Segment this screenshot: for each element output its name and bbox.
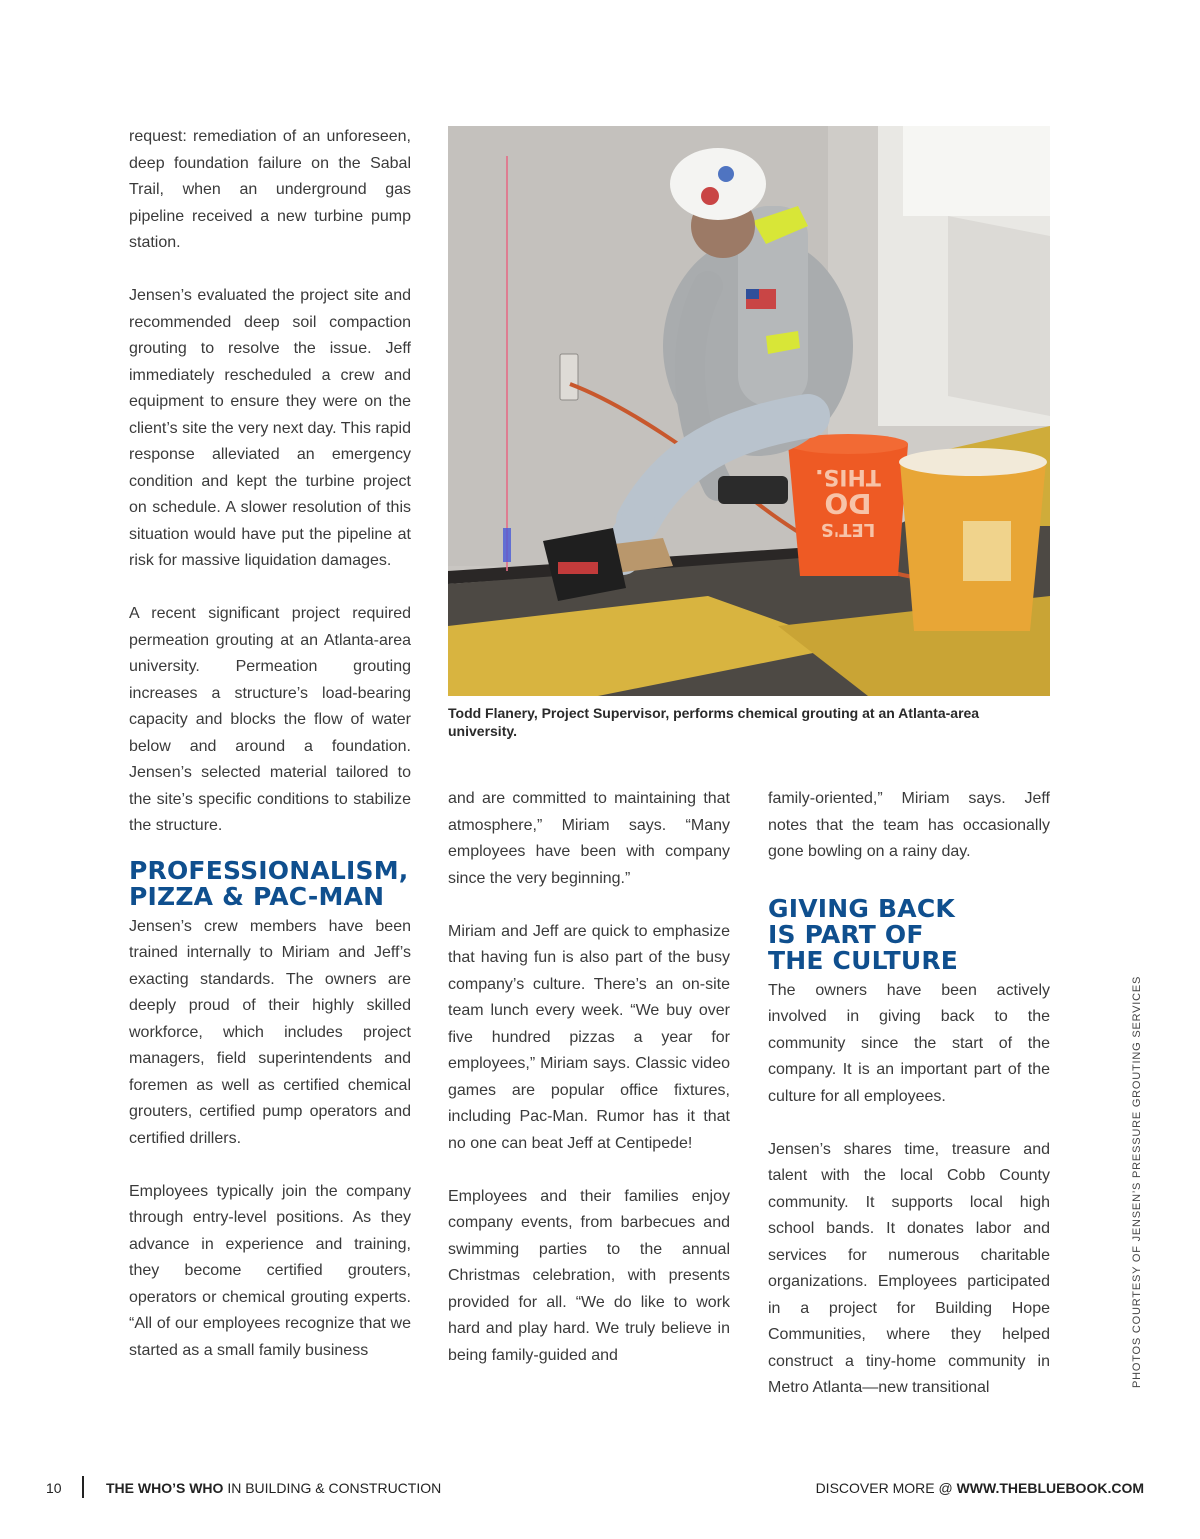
body-paragraph: A recent significant project required permeation grouting at an Atlanta-area university. Permeation grouting increases a structure’s load-bearing capacity and blocks the flow of water below and around a foundation. Jensen’s selected material tailored to the site’s specific conditions to stabilize the structure. xyxy=(129,605,411,834)
article-column-right xyxy=(768,786,1050,1428)
body-paragraph: Employees and their families enjoy company events, from barbecues and swimming parties to the annual Christmas celebration, with presents provided for all. “We do like to work hard and play hard. We truly believe in being family-guided and xyxy=(448,1187,730,1364)
publication-name-bold: THE WHO’S WHO xyxy=(106,1480,224,1496)
body-paragraph: Miriam and Jeff are quick to emphasize that having fun is also part of the busy company’s culture. There’s an on-site team lunch every week. “We buy over five hundred pizzas a year for employees,” Miriam says. Classic video games are popular office fixtures, including Pac-Man. Rumor has it that no one can beat Jeff at Centipede! xyxy=(448,922,730,1152)
discover-more xyxy=(816,1480,1144,1496)
discover-label: DISCOVER MORE @ xyxy=(815,1480,957,1496)
body-paragraph: Jensen’s crew members have been trained internally to Miriam and Jeff’s exacting standards. The owners are deeply proud of their highly skilled workforce, which includes project managers, field superintendents and foremen as well as certified chemical grouters, certified pump operators and certified drillers. xyxy=(129,917,411,1147)
grouting-photo-illustration xyxy=(448,126,1050,696)
bucket-lettering: DO xyxy=(824,487,872,520)
discover-url-link[interactable]: WWW.THEBLUEBOOK.COM xyxy=(956,1480,1144,1496)
body-paragraph: Jensen’s evaluated the project site and recommended deep soil compaction grouting to resolve the issue. Jeff immediately rescheduled a crew and equipment to ensure they were on the client’s site the very next day. This rapid response alleviated an emergency condition and kept the turbine project on schedule. A slower resolution of this situation would have put the pipeline at risk for massive liquidation damages. xyxy=(129,287,411,569)
page-number: 10 xyxy=(46,1480,62,1496)
bucket-lettering: LET'S xyxy=(820,519,876,540)
publication-name xyxy=(106,1480,441,1496)
article-column-left xyxy=(129,124,411,1391)
photo-credit: PHOTOS COURTESY OF JENSEN’S PRESSURE GROUTING SERVICES xyxy=(1131,975,1143,1388)
body-paragraph: The owners have been actively involved in giving back to the community since the start of the company. It is an important part of the culture for all employees. xyxy=(768,981,1050,1105)
body-paragraph: request: remediation of an unforeseen, deep foundation failure on the Sabal Trail, when an underground gas pipeline received a new turbine pump station. xyxy=(129,128,411,251)
article-column-middle xyxy=(448,786,730,1396)
body-paragraph: family-oriented,” Miriam says. Jeff notes that the team has occasionally gone bowling on a rainy day. xyxy=(768,790,1050,860)
page-footer xyxy=(0,1472,1200,1504)
body-paragraph: and are committed to maintaining that atmosphere,” Miriam says. “Many employees have been with company since the very beginning.” xyxy=(448,790,730,887)
section-heading-professionalism: PROFESSIONALISM, PIZZA & PAC-MAN xyxy=(129,855,409,911)
photo-caption: Todd Flanery, Project Supervisor, performs chemical grouting at an Atlanta-area university. xyxy=(448,705,980,739)
section-heading-giving-back: GIVING BACK IS PART OF THE CULTURE xyxy=(768,893,959,975)
publication-name-rest: IN BUILDING & CONSTRUCTION xyxy=(223,1480,442,1496)
bucket-lettering: THIS. xyxy=(815,464,881,489)
footer-divider xyxy=(82,1476,84,1498)
article-photo xyxy=(448,126,1050,696)
body-paragraph: Jensen’s shares time, treasure and talent with the local Cobb County community. It supports local high school bands. It donates labor and services for numerous charitable organizations. Employees participated in a project for Building Hope Communities, where they helped construct a tiny-home community in Metro Atlanta—new transitional xyxy=(768,1140,1050,1396)
body-paragraph: Employees typically join the company through entry-level positions. As they advance in experience and training, they become certified grouters, operators or chemical grouting experts. “All of our employees recognize that we started as a small family business xyxy=(129,1182,411,1359)
